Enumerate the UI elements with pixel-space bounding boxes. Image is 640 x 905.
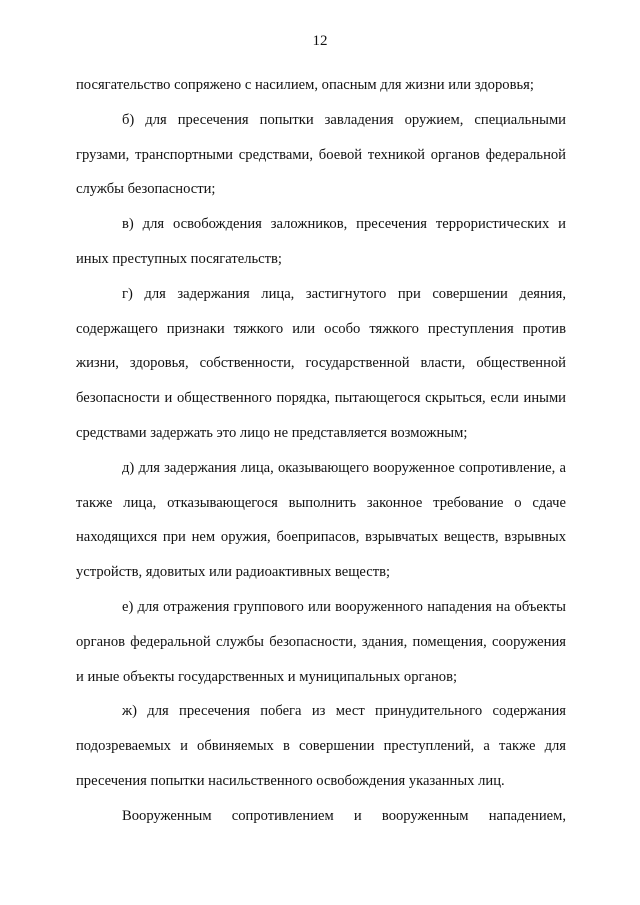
paragraph-d: д) для задержания лица, оказывающего вооруженное сопротивление, а также лица, отказывающегося выполнить законное требование о сдаче находящихся при нем оружия, боеприпасов, взрывчатых веществ, взрывных устройств, ядовитых или радиоактивных веществ; bbox=[76, 459, 566, 581]
paragraph-v: в) для освобождения заложников, пресечения террористических и иных преступных посягательств; bbox=[76, 216, 566, 267]
paragraph-b: б) для пресечения попытки завладения оружием, специальными грузами, транспортными средствами, боевой техникой органов федеральной службы безопасности; bbox=[76, 111, 566, 198]
paragraph-continuation: посягательство сопряжено с насилием, опасным для жизни или здоровья; bbox=[76, 77, 534, 93]
paragraph-e: е) для отражения группового или вооруженного нападения на объекты органов федеральной службы безопасности, здания, помещения, сооружения и иные объекты государственных и муниципальных органов; bbox=[76, 598, 566, 685]
paragraph-zh: ж) для пресечения побега из мест принудительного содержания подозреваемых и обвиняемых в совершении преступлений, а также для пресечения попытки насильственного освобождения указанных лиц. bbox=[76, 703, 566, 789]
page-number: 12 bbox=[312, 33, 328, 49]
paragraph-g: г) для задержания лица, застигнутого при совершении деяния, содержащего признаки тяжкого или особо тяжкого преступления против жизни, здоровья, собственности, государственной власти, общественной безопасности и общественного порядка, пытающегося скрыться, если иными средствами задержать это лицо не представляется возможным; bbox=[76, 285, 566, 441]
paragraph-armed-resistance: Вооруженным сопротивлением и вооруженным нападением, bbox=[122, 807, 566, 824]
document-body bbox=[76, 68, 566, 834]
